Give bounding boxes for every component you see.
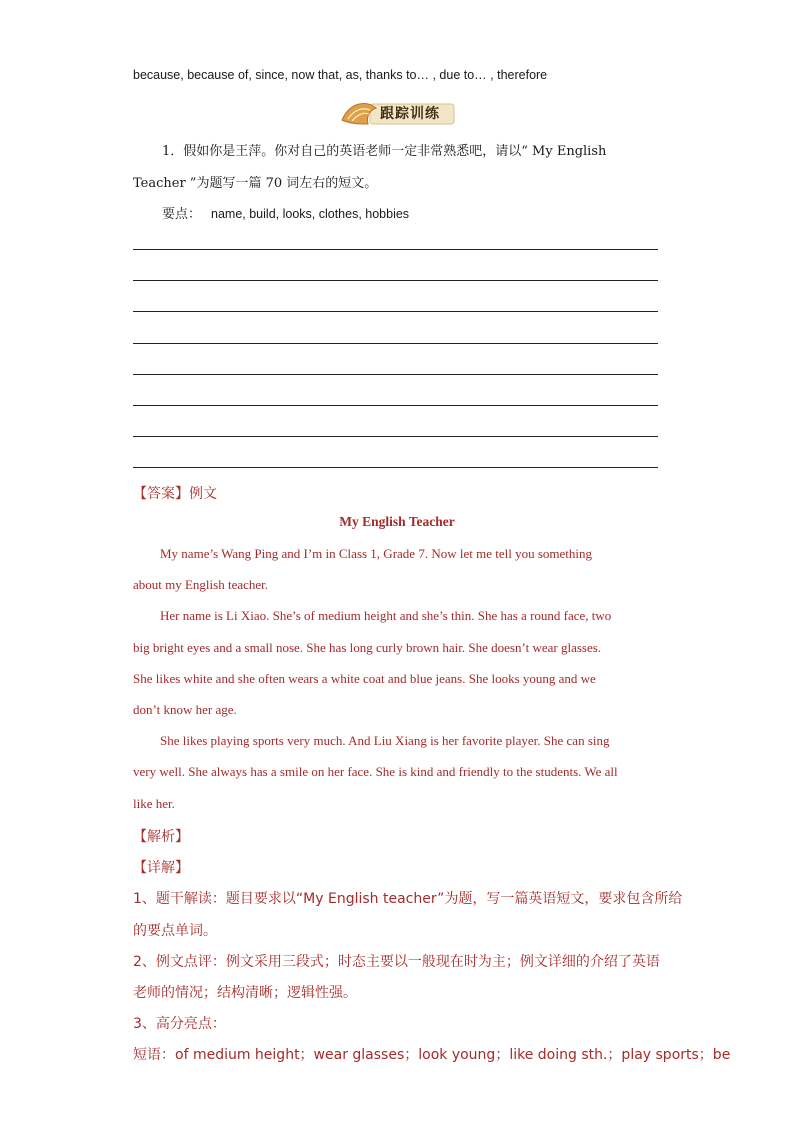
question-line-1: 1．假如你是王萍。你对自己的英语老师一定非常熟悉吧，请以“ My English xyxy=(162,144,607,159)
analysis-label: 【解析】 xyxy=(133,829,189,845)
question-line-2: Teacher ”为题写一篇 70 词左右的短文。 xyxy=(133,176,378,191)
essay-line: She likes white and she often wears a white coat and blue jeans. She looks young and we xyxy=(133,671,596,686)
key-points-words: name, build, looks, clothes, hobbies xyxy=(211,207,410,221)
essay-line: like her. xyxy=(133,796,175,811)
essay-line: My name’s Wang Ping and I’m in Class 1, Grade 7. Now let me tell you something xyxy=(160,546,592,561)
answer-label: 【答案】例文 xyxy=(133,486,217,502)
answer-line xyxy=(133,405,658,406)
answer-line xyxy=(133,280,658,281)
detail-label: 【详解】 xyxy=(133,860,189,876)
detail-line: 3、高分亮点： xyxy=(133,1016,226,1032)
answer-line xyxy=(133,467,658,468)
key-points xyxy=(162,203,409,222)
essay-line: about my English teacher. xyxy=(133,577,269,592)
detail-line: 老师的情况；结构清晰；逻辑性强。 xyxy=(133,985,357,1001)
essay-line: very well. She always has a smile on her face. She is kind and friendly to the students. We all xyxy=(133,764,618,779)
connectives-line: because, because of, since, now that, as, thanks to… , due to… , therefore xyxy=(133,68,548,82)
answer-line xyxy=(133,249,658,250)
essay-title: My English Teacher xyxy=(339,514,455,529)
answer-line xyxy=(133,374,658,375)
detail-line: 短语：of medium height；wear glasses；look young；like doing sth.；play sports；be xyxy=(133,1047,731,1063)
answer-line xyxy=(133,343,658,344)
detail-line: 的要点单词。 xyxy=(133,923,217,939)
answer-line xyxy=(133,436,658,437)
essay-line: Her name is Li Xiao. She’s of medium height and she’s thin. She has a round face, two xyxy=(160,608,612,623)
detail-line: 2、例文点评：例文采用三段式；时态主要以一般现在时为主；例文详细的介绍了英语 xyxy=(133,954,660,970)
answer-line xyxy=(133,311,658,312)
essay-line: She likes playing sports very much. And Liu Xiang is her favorite player. She can sing xyxy=(160,733,610,748)
detail-line: 1、题干解读：题目要求以“My English teacher”为题，写一篇英语短文，要求包含所给 xyxy=(133,891,683,907)
essay-line: big bright eyes and a small nose. She has long curly brown hair. She doesn’t wear glasses. xyxy=(133,640,602,655)
banner-title: 跟踪训练 xyxy=(380,106,440,122)
essay-line: don’t know her age. xyxy=(133,702,237,717)
key-points-label: 要点： xyxy=(162,207,202,222)
